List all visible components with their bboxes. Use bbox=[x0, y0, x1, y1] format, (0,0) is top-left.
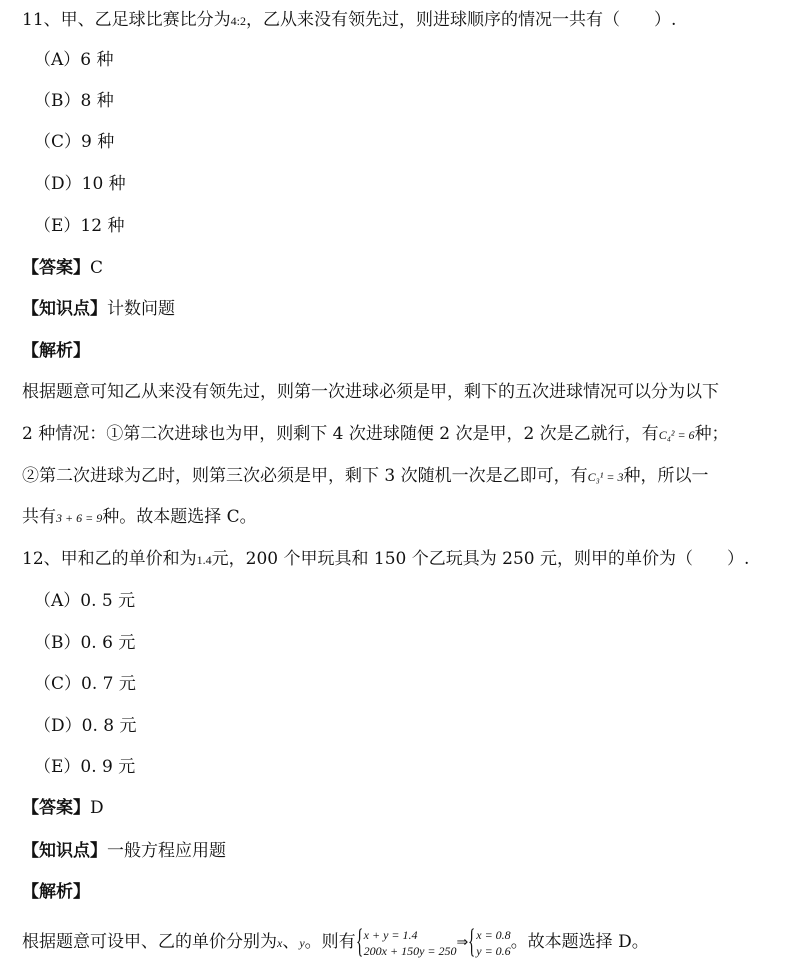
question-11-tail: ，乙从来没有领先过，则进球顺序的情况一共有（ ）. bbox=[245, 10, 677, 30]
question-11-score: 4:2 bbox=[230, 14, 246, 28]
var-x: x bbox=[277, 936, 283, 950]
analysis-line4-math: 3 + 6 = 9 bbox=[56, 511, 103, 525]
question-12-option-d: （D）0. 8 元 bbox=[34, 716, 137, 736]
question-12-option-b: （B）0. 6 元 bbox=[34, 633, 136, 653]
analysis-line2-math: C₄² = 6 bbox=[658, 428, 695, 442]
knowledge-value: 计数问题 bbox=[107, 299, 175, 319]
analysis-then: 。则有 bbox=[304, 932, 356, 952]
analysis-line3-end: 种，所以一 bbox=[623, 466, 709, 486]
question-11-option-a: （A）6 种 bbox=[34, 50, 114, 70]
analysis-line4-start: 共有 bbox=[22, 507, 56, 527]
question-11-analysis-line1: 根据题意可知乙从来没有领先过，则第一次进球必须是甲，剩下的五次进球情况可以分为以下 bbox=[22, 382, 719, 402]
question-11-analysis-line4 bbox=[22, 506, 257, 529]
implies-symbol: ⇒ bbox=[456, 934, 469, 951]
analysis-line3-text: ②第二次进球为乙时，则第三次必须是甲，剩下 3 次随机一次是乙即可，有 bbox=[22, 466, 588, 486]
question-12-analysis-label bbox=[22, 881, 90, 903]
answer-value: D bbox=[90, 798, 104, 818]
question-12-text: 12、甲和乙的单价和为 bbox=[22, 549, 197, 569]
var-y: y bbox=[299, 936, 305, 950]
question-11 bbox=[22, 9, 676, 32]
analysis-end: 。故本题选择 D。 bbox=[510, 932, 649, 952]
question-12 bbox=[22, 548, 749, 571]
question-11-knowledge bbox=[22, 298, 175, 320]
knowledge-label: 【知识点】 bbox=[22, 299, 107, 319]
analysis-line2-end: 种； bbox=[694, 424, 729, 444]
var-sep: 、 bbox=[282, 932, 300, 952]
analysis-line2-text: 2 种情况：①第二次进球也为甲，则剩下 4 次进球随便 2 次是甲，2 次是乙就行，有 bbox=[22, 424, 659, 444]
question-12-option-c: （C）0. 7 元 bbox=[34, 674, 136, 694]
analysis-label: 【解析】 bbox=[22, 882, 90, 902]
question-12-option-e: （E）0. 9 元 bbox=[34, 757, 136, 777]
equation-2: 200x + 150y = 250 bbox=[363, 943, 457, 958]
question-12-option-a: （A）0. 5 元 bbox=[34, 591, 136, 611]
equation-system: { x + y = 1.4 200x + 150y = 250 bbox=[355, 922, 457, 960]
question-11-answer bbox=[22, 257, 103, 279]
analysis-start: 根据题意可设甲、乙的单价分别为 bbox=[22, 932, 277, 952]
question-11-option-b: （B）8 种 bbox=[34, 91, 114, 111]
question-12-answer bbox=[22, 797, 104, 819]
question-11-analysis-line2 bbox=[22, 423, 729, 446]
question-11-analysis-label bbox=[22, 340, 90, 362]
knowledge-label: 【知识点】 bbox=[22, 841, 107, 861]
knowledge-value: 一般方程应用题 bbox=[107, 841, 226, 861]
solution-2: y = 0.6 bbox=[476, 943, 511, 958]
analysis-line3-math: C₃¹ = 3 bbox=[587, 470, 624, 484]
solution-system: { x = 0.8 y = 0.6 bbox=[468, 922, 511, 960]
answer-label: 【答案】 bbox=[22, 798, 90, 818]
question-11-option-e: （E）12 种 bbox=[34, 216, 125, 236]
analysis-line4-end: 种。故本题选择 C。 bbox=[102, 507, 257, 527]
question-11-analysis-line3 bbox=[22, 465, 709, 488]
equation-1: x + y = 1.4 bbox=[363, 927, 418, 942]
question-12-knowledge bbox=[22, 840, 226, 862]
question-12-sum: 1.4 bbox=[196, 553, 212, 567]
question-12-tail: 元，200 个甲玩具和 150 个乙玩具为 250 元，则甲的单价为（ ）. bbox=[211, 549, 750, 569]
solution-1: x = 0.8 bbox=[476, 927, 511, 942]
answer-label: 【答案】 bbox=[22, 258, 90, 278]
question-12-analysis-line1 bbox=[22, 924, 649, 961]
analysis-label: 【解析】 bbox=[22, 341, 90, 361]
question-11-option-c: （C）9 种 bbox=[34, 132, 115, 152]
question-11-option-d: （D）10 种 bbox=[34, 174, 126, 194]
question-11-text: 11、甲、乙足球比赛比分为 bbox=[22, 10, 231, 30]
answer-value: C bbox=[90, 258, 104, 278]
